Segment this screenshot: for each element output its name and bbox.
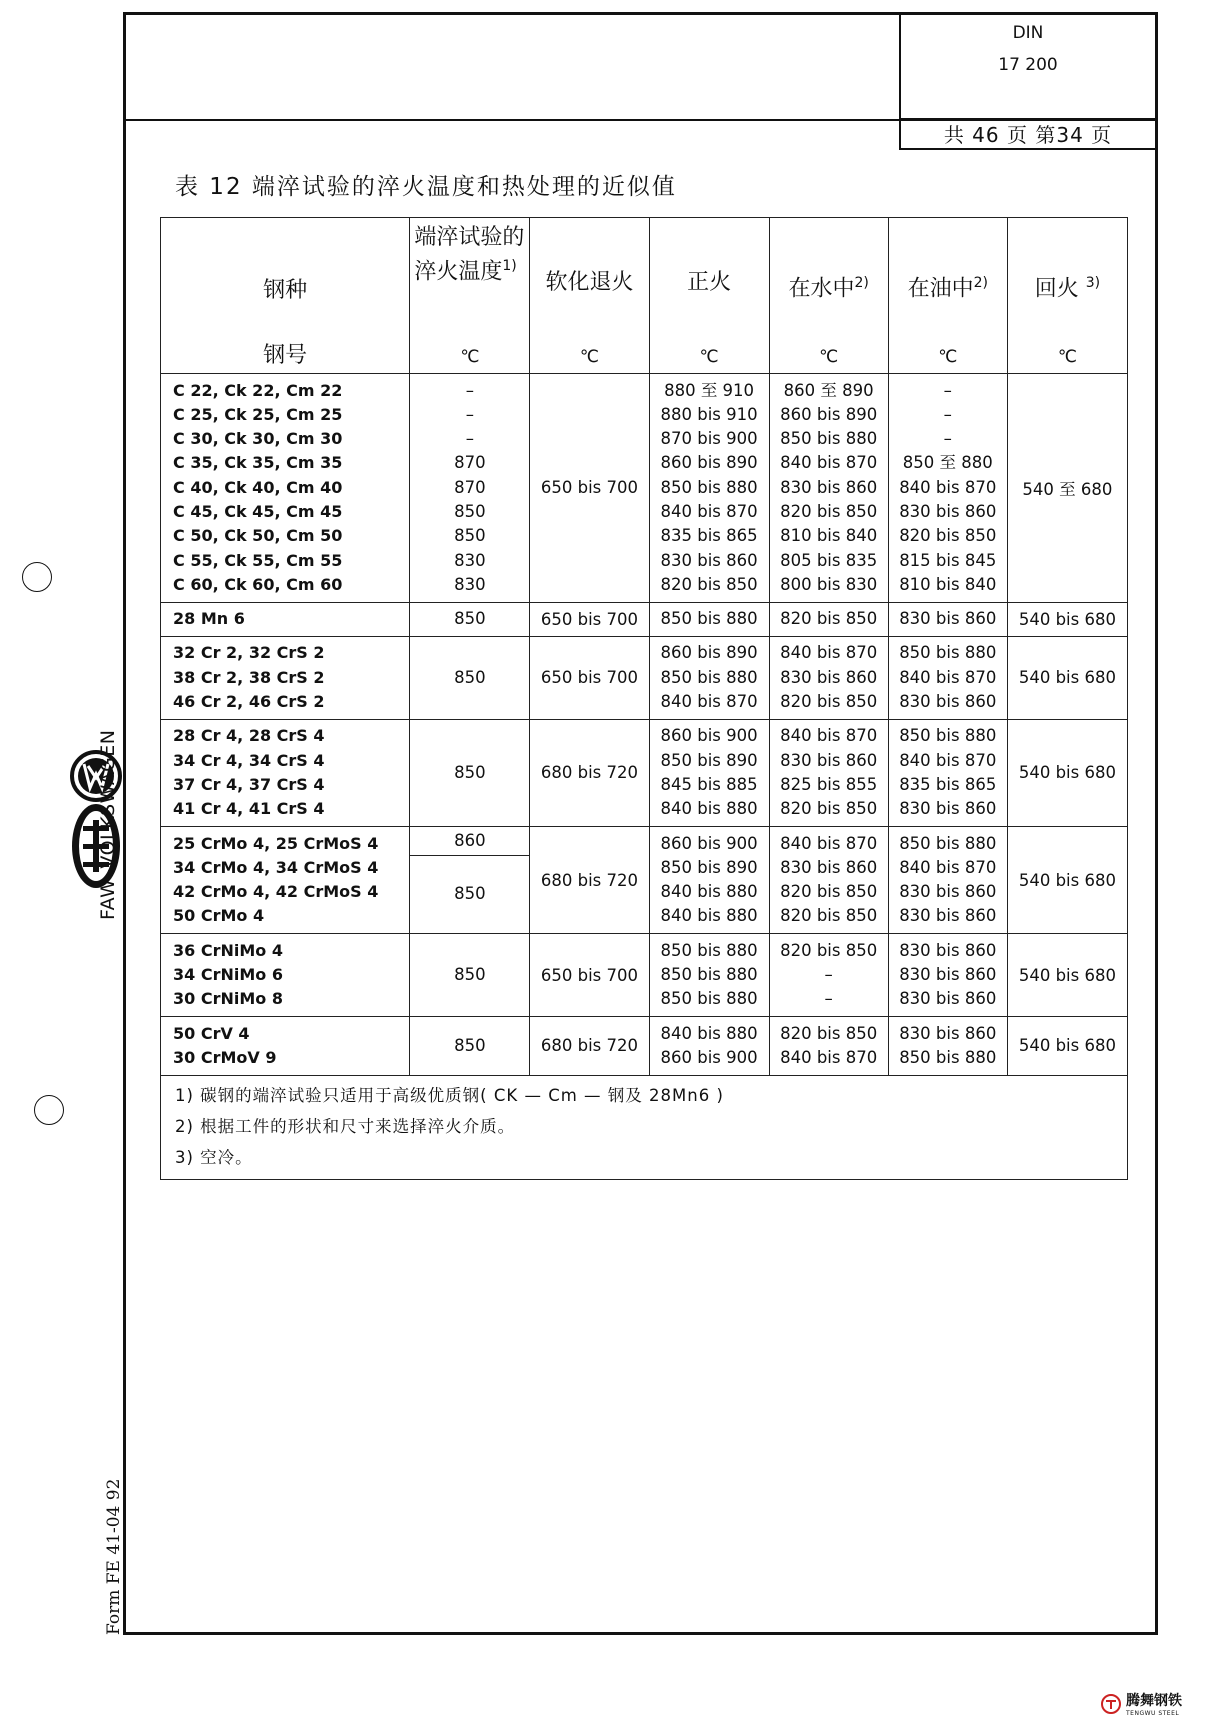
steel-grade: C 50, Ck 50, Cm 50 (173, 526, 343, 546)
in-water-value: 800 bis 830 (780, 574, 878, 594)
cell-normalize (649, 602, 769, 636)
normalize-value: 840 bis 880 (660, 882, 758, 902)
cell-grades (161, 827, 410, 934)
faw-vw-logo-icon (30, 720, 140, 920)
end-quench-value: 860 (410, 827, 529, 856)
in-water-value: 830 bis 860 (780, 667, 878, 687)
in-oil-value: – (943, 429, 952, 449)
cell-grades (161, 374, 410, 603)
in-water-value: 820 bis 850 (780, 1023, 878, 1043)
unit-celsius: ℃ (579, 347, 600, 367)
end-quench-value: 830 (454, 574, 486, 594)
col-grade-number: 钢号 (263, 343, 308, 368)
cell-in-oil (888, 827, 1007, 934)
end-quench-value: 850 (454, 884, 486, 904)
normalize-value: 860 bis 900 (660, 833, 758, 853)
cell-end-quench (410, 602, 530, 636)
in-water-value: 860 bis 890 (780, 404, 878, 424)
watermark-text: 腾舞钢铁 (1126, 1693, 1182, 1709)
in-oil-value: 850 至 880 (902, 453, 993, 473)
in-water-value: 860 至 890 (783, 380, 874, 400)
end-quench-label: 端淬试验的淬火温度 (414, 225, 525, 285)
faw-vw-logo (30, 720, 140, 920)
steel-grade: C 40, Ck 40, Cm 40 (173, 477, 343, 497)
in-oil-value: 840 bis 870 (899, 667, 997, 687)
end-quench-value: 850 (454, 526, 486, 546)
cell-end-quench (410, 934, 530, 1017)
temper-note: 3) (1085, 275, 1101, 291)
normalize-value: 840 bis 870 (660, 692, 758, 712)
cell-in-oil (888, 719, 1007, 826)
footnote-2: 2) 根据工件的形状和尺寸来选择淬火介质。 (175, 1116, 516, 1136)
punch-hole-top (22, 562, 52, 592)
cell-soft-anneal: 650 bis 700 (530, 934, 649, 1017)
end-quench-value: 850 (454, 667, 486, 687)
end-quench-value: 870 (454, 477, 486, 497)
end-quench-value: 870 (454, 453, 486, 473)
cell-end-quench (410, 374, 530, 603)
normalize-value: 850 bis 890 (660, 750, 758, 770)
col-grade-name: 钢种 (263, 278, 308, 303)
in-water-value: – (824, 965, 833, 985)
normalize-value: 850 bis 880 (660, 940, 758, 960)
header-row (161, 218, 1128, 374)
cell-in-oil (888, 1017, 1007, 1076)
footnote-1: 1) 碳钢的端淬试验只适用于高级优质钢( CK — Cm — 钢及 28Mn6 ) (175, 1085, 724, 1105)
cell-normalize (649, 1017, 769, 1076)
in-oil-value: 815 bis 845 (899, 550, 997, 570)
in-oil-value: 850 bis 880 (899, 643, 997, 663)
col-in-water (769, 218, 888, 374)
cell-temper: 540 bis 680 (1007, 636, 1127, 719)
normalize-value: 860 bis 890 (660, 643, 758, 663)
cell-end-quench (410, 636, 530, 719)
normalize-value: 850 bis 890 (660, 857, 758, 877)
end-quench-value: – (465, 380, 474, 400)
steel-grade: 34 Cr 4, 34 CrS 4 (173, 750, 325, 770)
din-title: DIN (1012, 23, 1044, 43)
group-row (161, 636, 1128, 719)
in-oil-value: 830 bis 860 (899, 882, 997, 902)
steel-grade: 34 CrMo 4, 34 CrMoS 4 (173, 857, 379, 877)
steel-grade: C 25, Ck 25, Cm 25 (173, 404, 343, 424)
group-row (161, 827, 1128, 934)
in-water-value: 840 bis 870 (780, 833, 878, 853)
steel-grade: C 60, Ck 60, Cm 60 (173, 574, 343, 594)
cell-normalize (649, 934, 769, 1017)
brand-text: FAW–VOLKSWAGEN (97, 729, 119, 920)
end-quench-value: – (465, 429, 474, 449)
cell-in-water (769, 719, 888, 826)
cell-normalize (649, 827, 769, 934)
in-oil-value: 830 bis 860 (899, 940, 997, 960)
tengwu-logo-icon (1100, 1693, 1122, 1715)
in-water-value: 820 bis 850 (780, 692, 878, 712)
cell-in-oil (888, 636, 1007, 719)
normalize-value: 840 bis 880 (660, 799, 758, 819)
steel-grade: 41 Cr 4, 41 CrS 4 (173, 799, 325, 819)
cell-soft-anneal: 680 bis 720 (530, 827, 649, 934)
group-row (161, 374, 1128, 603)
in-oil-value: 835 bis 865 (899, 774, 997, 794)
normalize-value: 840 bis 880 (660, 1023, 758, 1043)
in-water-value: 820 bis 850 (780, 609, 878, 629)
in-water-value: 805 bis 835 (780, 550, 878, 570)
normalize-value: 870 bis 900 (660, 429, 758, 449)
steel-grade: C 45, Ck 45, Cm 45 (173, 501, 343, 521)
normalize-value: 835 bis 865 (660, 526, 758, 546)
unit-celsius: ℃ (699, 347, 719, 367)
end-quench-value: 850 (454, 965, 486, 985)
normalize-value: 850 bis 880 (660, 965, 758, 985)
normalize-value: 860 bis 900 (660, 726, 758, 746)
normalize-value: 840 bis 870 (660, 501, 758, 521)
cell-temper: 540 bis 680 (1007, 1017, 1127, 1076)
cell-grades (161, 636, 410, 719)
cell-normalize (649, 719, 769, 826)
in-water-label: 在水中 (788, 276, 855, 302)
in-oil-value: 840 bis 870 (899, 477, 997, 497)
steel-grade: C 22, Ck 22, Cm 22 (173, 380, 343, 400)
steel-grade: 28 Cr 4, 28 CrS 4 (173, 726, 325, 746)
end-quench-value: – (465, 404, 474, 424)
in-oil-note: 2) (973, 275, 988, 291)
temper-label: 回火 (1034, 276, 1079, 302)
normalize-value: 860 bis 890 (660, 453, 758, 473)
steel-grade: 30 CrMoV 9 (173, 1047, 277, 1067)
col-steel-grade (161, 218, 410, 374)
footnotes (161, 1075, 1128, 1179)
end-quench-value: 850 (454, 609, 486, 629)
form-number: Form FE 41-04 92 (104, 1478, 124, 1635)
in-oil-value: 850 bis 880 (899, 726, 997, 746)
cell-end-quench (410, 1017, 530, 1076)
cell-end-quench (410, 719, 530, 826)
footnote-row (161, 1075, 1128, 1179)
in-oil-label: 在油中 (907, 276, 974, 302)
in-oil-value: 830 bis 860 (899, 989, 997, 1009)
table-caption: 表 12 端淬试验的淬火温度和热处理的近似值 (175, 174, 677, 200)
col-normalize (649, 218, 769, 374)
table-body (161, 374, 1128, 1076)
cell-normalize (649, 636, 769, 719)
end-quench-value: 850 (454, 1035, 486, 1055)
cell-temper: 540 至 680 (1007, 374, 1127, 603)
cell-grades (161, 1017, 410, 1076)
steel-grade: C 55, Ck 55, Cm 55 (173, 550, 343, 570)
steel-grade: 32 Cr 2, 32 CrS 2 (173, 643, 325, 663)
steel-grade: 50 CrMo 4 (173, 906, 265, 926)
in-oil-value: 850 bis 880 (899, 1047, 997, 1067)
unit-celsius: ℃ (460, 347, 480, 367)
normalize-value: 830 bis 860 (660, 550, 758, 570)
in-water-value: 825 bis 855 (780, 774, 878, 794)
cell-in-water (769, 602, 888, 636)
steel-grade: 30 CrNiMo 8 (173, 989, 283, 1009)
unit-celsius: ℃ (938, 347, 958, 367)
cell-temper: 540 bis 680 (1007, 719, 1127, 826)
in-water-value: 820 bis 850 (780, 940, 878, 960)
in-oil-value: 820 bis 850 (899, 526, 997, 546)
normalize-value: 845 bis 885 (660, 774, 758, 794)
steel-grade: 34 CrNiMo 6 (173, 965, 283, 985)
normalize-value: 860 bis 900 (660, 1047, 758, 1067)
steel-grade: 38 Cr 2, 38 CrS 2 (173, 667, 325, 687)
din-number: 17 200 (998, 55, 1058, 75)
in-oil-value: 830 bis 860 (899, 1023, 997, 1043)
in-water-value: 830 bis 860 (780, 477, 878, 497)
cell-in-water (769, 374, 888, 603)
page-count: 共 46 页 第34 页 (901, 118, 1155, 148)
in-water-value: 820 bis 850 (780, 799, 878, 819)
in-oil-value: – (943, 404, 952, 424)
cell-grades (161, 602, 410, 636)
heat-treatment-table (160, 217, 1128, 1180)
in-water-note: 2) (854, 275, 869, 291)
group-row (161, 719, 1128, 826)
unit-celsius: ℃ (1057, 347, 1077, 367)
steel-grade: 36 CrNiMo 4 (173, 940, 283, 960)
watermark-sub: TENGWU STEEL (1126, 1710, 1180, 1717)
col-in-oil (888, 218, 1007, 374)
unit-celsius: ℃ (819, 347, 839, 367)
footnote-3: 3) 空冷。 (175, 1147, 253, 1167)
cell-in-oil (888, 602, 1007, 636)
in-water-value: 850 bis 880 (780, 429, 878, 449)
in-oil-value: 830 bis 860 (899, 965, 997, 985)
cell-soft-anneal: 650 bis 700 (530, 636, 649, 719)
in-oil-value: 830 bis 860 (899, 501, 997, 521)
cell-temper: 540 bis 680 (1007, 934, 1127, 1017)
cell-soft-anneal: 650 bis 700 (530, 602, 649, 636)
soft-anneal-label: 软化退火 (545, 270, 634, 295)
in-water-value: 820 bis 850 (780, 906, 878, 926)
in-oil-value: 850 bis 880 (899, 833, 997, 853)
in-water-value: 820 bis 850 (780, 501, 878, 521)
col-end-quench (410, 218, 530, 374)
punch-hole-bottom (34, 1095, 64, 1125)
cell-end-quench (410, 827, 530, 934)
cell-in-water (769, 827, 888, 934)
in-water-value: – (824, 989, 833, 1009)
end-quench-value: 830 (454, 550, 486, 570)
in-water-value: 810 bis 840 (780, 526, 878, 546)
in-water-value: 830 bis 860 (780, 750, 878, 770)
cell-soft-anneal: 650 bis 700 (530, 374, 649, 603)
group-row (161, 602, 1128, 636)
in-oil-value: 830 bis 860 (899, 692, 997, 712)
steel-grade: 37 Cr 4, 37 CrS 4 (173, 774, 325, 794)
group-row (161, 1017, 1128, 1076)
steel-grade: C 35, Ck 35, Cm 35 (173, 453, 343, 473)
in-oil-value: 840 bis 870 (899, 750, 997, 770)
end-quench-value: 850 (454, 762, 486, 782)
steel-grade: C 30, Ck 30, Cm 30 (173, 429, 343, 449)
cell-in-oil (888, 934, 1007, 1017)
normalize-value: 850 bis 880 (660, 667, 758, 687)
cell-temper: 540 bis 680 (1007, 602, 1127, 636)
in-oil-value: 830 bis 860 (899, 609, 997, 629)
in-oil-value: 830 bis 860 (899, 799, 997, 819)
cell-in-water (769, 636, 888, 719)
in-water-value: 840 bis 870 (780, 1047, 878, 1067)
din-box (899, 15, 1155, 150)
normalize-value: 880 bis 910 (660, 404, 758, 424)
normalize-value: 850 bis 880 (660, 477, 758, 497)
in-oil-value: 810 bis 840 (899, 574, 997, 594)
col-soft-anneal (530, 218, 649, 374)
in-water-value: 830 bis 860 (780, 857, 878, 877)
in-oil-value: 840 bis 870 (899, 857, 997, 877)
cell-in-water (769, 1017, 888, 1076)
in-water-value: 820 bis 850 (780, 882, 878, 902)
cell-soft-anneal: 680 bis 720 (530, 719, 649, 826)
cell-in-water (769, 934, 888, 1017)
normalize-value: 820 bis 850 (660, 574, 758, 594)
steel-grade: 50 CrV 4 (173, 1023, 250, 1043)
in-oil-value: – (943, 380, 952, 400)
normalize-value: 850 bis 880 (660, 989, 758, 1009)
in-water-value: 840 bis 870 (780, 643, 878, 663)
in-water-value: 840 bis 870 (780, 726, 878, 746)
normalize-label: 正火 (687, 270, 732, 295)
cell-grades (161, 934, 410, 1017)
steel-grade: 46 Cr 2, 46 CrS 2 (173, 692, 325, 712)
cell-normalize (649, 374, 769, 603)
in-oil-value: 830 bis 860 (899, 906, 997, 926)
steel-grade: 42 CrMo 4, 42 CrMoS 4 (173, 882, 379, 902)
cell-in-oil (888, 374, 1007, 603)
cell-temper: 540 bis 680 (1007, 827, 1127, 934)
in-water-value: 840 bis 870 (780, 453, 878, 473)
normalize-value: 880 至 910 (664, 380, 755, 400)
col-temper (1007, 218, 1127, 374)
end-quench-note: 1) (502, 258, 517, 274)
cell-grades (161, 719, 410, 826)
normalize-value: 840 bis 880 (660, 906, 758, 926)
steel-grade: 25 CrMo 4, 25 CrMoS 4 (173, 833, 379, 853)
group-row (161, 934, 1128, 1017)
end-quench-value: 850 (454, 501, 486, 521)
cell-soft-anneal: 680 bis 720 (530, 1017, 649, 1076)
watermark (1100, 1690, 1182, 1717)
steel-grade: 28 Mn 6 (173, 609, 245, 629)
normalize-value: 850 bis 880 (660, 609, 758, 629)
